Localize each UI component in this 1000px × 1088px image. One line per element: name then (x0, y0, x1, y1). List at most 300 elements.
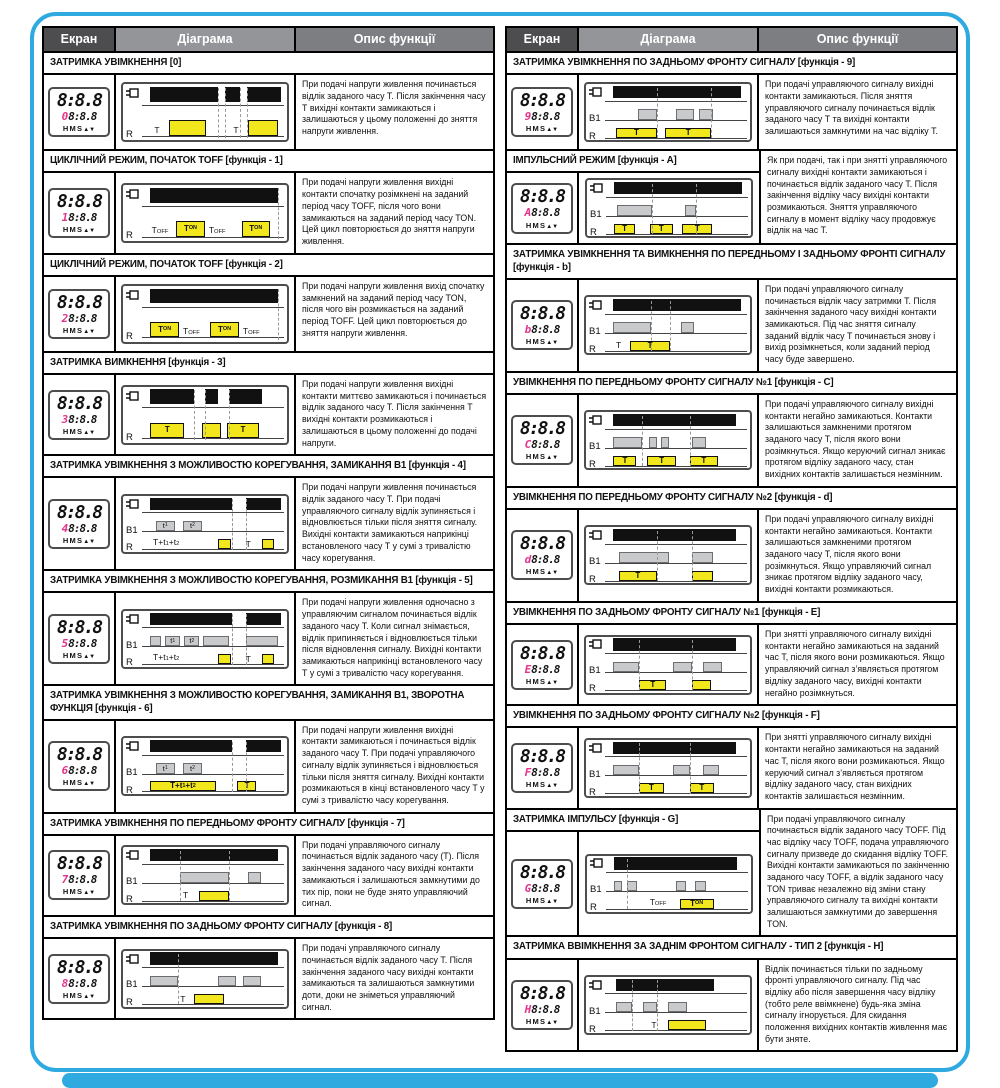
lcd-screen (48, 188, 110, 238)
signal-track (148, 613, 284, 629)
display-function-char: 6 (61, 764, 68, 778)
signal-baseline (605, 314, 747, 315)
power-plug-icon (126, 850, 139, 863)
signal-baseline (142, 755, 284, 756)
power-signal-bar (150, 188, 278, 203)
display-function-char: 9 (524, 110, 531, 124)
signal-track (148, 989, 284, 1005)
display-main-digits: 8:8.8 (519, 745, 565, 767)
control-signal-pulse (614, 881, 622, 891)
up-down-arrows-icon: ▲▼ (546, 679, 559, 686)
output-on-interval: T+t 1 +t 2 (150, 781, 215, 791)
signal-track (611, 414, 747, 430)
signal-baseline (605, 544, 747, 545)
signal-baseline (605, 351, 747, 352)
function-title: ЗАТРИМКА УВІМКНЕННЯ [0] (44, 53, 493, 75)
display-main-digits: 8:8.8 (519, 90, 565, 112)
time-label: T+t1+t2 (153, 652, 180, 663)
function-title: ЗАТРИМКА УВІМКНЕННЯ З МОЖЛИВОСТЮ КОРЕГУВАННЯ, РОЗМИКАННЯ В1 [функція - 5] (44, 571, 493, 593)
function-description: При подачі управляючого сигналу вихідні контакти замикаються. Після зняття управляючого сигналу починається відлік заданого часу Т та вихідні контакти залишаються замкнутими на час відліку Т. (765, 79, 938, 136)
display-sub-line (51, 523, 107, 535)
time-label-suffix: 2 (192, 522, 195, 529)
signal-track (148, 112, 284, 137)
signal-track (148, 952, 284, 968)
display-main-digits: 8:8.8 (519, 642, 565, 664)
control-signal-pulse (668, 1002, 687, 1012)
signal-baseline (605, 672, 747, 673)
time-label: TOFF (182, 325, 200, 336)
output-on-interval: T ON (150, 322, 179, 338)
display-sub-digits: 8:8.8 (68, 412, 97, 426)
display-units (51, 124, 107, 133)
function-description: При подачі напруги живлення починається відлік заданого часу Т. При подачі управляючого сигналу відлік зупиняється і відновлюється тільки після зняття сигналу. Вихідні контакти замикаються наприкінці встановленого часу Т у сумі з тривалістю часу корегування. (302, 482, 478, 563)
diagram-cell (579, 832, 759, 936)
output-on-interval (169, 120, 206, 136)
function-row (44, 277, 493, 351)
timing-diagram (121, 845, 289, 905)
sync-dashed-line (692, 531, 693, 581)
display-main-digits: 8:8.8 (519, 186, 565, 208)
display-function-char: 2 (61, 311, 68, 325)
display-main-digits: 8:8.8 (519, 303, 565, 325)
time-label: T (616, 340, 622, 351)
signal-track (612, 857, 748, 873)
display-units-text: HMS (525, 124, 547, 134)
r-output-label: R (126, 129, 133, 141)
sync-dashed-line (246, 499, 247, 549)
display-main-digits: 8:8.8 (56, 190, 102, 212)
diagram-cell (579, 75, 759, 149)
power-signal-bar (150, 849, 278, 861)
control-signal-pulse (703, 765, 719, 775)
lcd-screen (511, 640, 573, 690)
screen-cell (44, 173, 116, 252)
function-row (507, 75, 956, 149)
time-label: T (245, 653, 251, 664)
time-label: TOFF (208, 224, 226, 235)
screen-cell (507, 625, 579, 704)
power-signal-bar (150, 87, 218, 102)
display-units (514, 124, 570, 133)
diagram-cell (116, 75, 296, 149)
output-on-interval: T (639, 783, 664, 793)
sync-dashed-line (246, 742, 247, 792)
display-sub-digits: 8:8.8 (531, 765, 560, 779)
sync-dashed-line (696, 184, 697, 234)
display-units-text: HMS (525, 452, 547, 462)
output-on-interval: T (650, 224, 673, 234)
column-header-description: Опис функції (759, 28, 956, 51)
function-row (507, 960, 956, 1051)
function-title: ЗАТРИМКА УВІМКНЕННЯ ПО ЗАДНЬОМУ ФРОНТУ СИГНАЛУ [функція - 8] (44, 917, 493, 939)
signal-track (148, 498, 284, 514)
control-signal-pulse (676, 109, 694, 119)
lcd-screen (48, 741, 110, 791)
r-output-label: R (590, 902, 597, 914)
signal-baseline (142, 307, 284, 308)
control-signal-pulse: t 1 (165, 636, 180, 646)
lcd-screen (48, 289, 110, 339)
signal-baseline (142, 646, 284, 647)
signal-baseline (605, 333, 747, 334)
display-main-digits: 8:8.8 (56, 90, 102, 112)
function-description: При подачі управляючого сигналу вихідні контакти негайно замикаються. Контакти залишаються замкненими протягом заданого часу Т, після якого вони розімкнуться. Якщо управляючий сигнал зникає протягом відліку заданого часу, вихідні контакти розмикаються. (765, 514, 934, 595)
screen-cell (507, 728, 579, 807)
lcd-screen (48, 850, 110, 900)
power-plug-icon (589, 743, 602, 756)
screen-cell (44, 277, 116, 351)
display-sub-line (514, 324, 570, 336)
r-output-label: R (589, 343, 596, 355)
function-title: ЦИКЛІЧНИЙ РЕЖИМ, ПОЧАТОК TOFF [функція - 1] (44, 151, 493, 173)
signal-baseline (605, 138, 747, 139)
timing-diagram (584, 525, 752, 585)
display-units-text: HMS (525, 220, 547, 230)
output-on-interval (199, 891, 229, 901)
display-main-digits: 8:8.8 (56, 501, 102, 523)
sync-dashed-line (642, 416, 643, 466)
power-plug-icon (126, 290, 139, 303)
signal-baseline (142, 407, 284, 408)
time-label-suffix: 2 (176, 541, 180, 548)
time-label-suffix: ON (695, 900, 704, 907)
power-plug-icon (589, 980, 602, 993)
sync-dashed-line (652, 184, 653, 234)
output-on-interval: T ON (242, 221, 271, 237)
screen-cell (507, 280, 579, 371)
signal-baseline (142, 664, 284, 665)
narrow-title-group (507, 810, 761, 936)
power-signal-bar (150, 613, 232, 625)
signal-baseline (605, 775, 747, 776)
function-block (505, 704, 958, 809)
r-output-label: R (590, 227, 597, 239)
narrow-title-group (507, 151, 761, 243)
function-title: ЗАТРИМКА ВВІМКНЕННЯ ЗА ЗАДНІМ ФРОНТОМ СИГНАЛУ - ТИП 2 [функція - H] (507, 937, 956, 959)
sync-dashed-line (278, 188, 279, 238)
sync-dashed-line (205, 390, 206, 440)
function-description: При подачі напруги живлення починається відлік заданого часу Т. Після закінчення часу Т вихідні контакти замикаються і залишаються у цьому положенні до зняття напруги живлення. (302, 79, 486, 136)
signal-track (611, 657, 747, 673)
power-signal-bar (246, 613, 281, 625)
sync-dashed-line (232, 742, 233, 792)
sync-dashed-line (690, 416, 691, 466)
control-signal-pulse (703, 662, 722, 672)
display-main-digits: 8:8.8 (56, 853, 102, 875)
function-description: При знятті управляючого сигналу вихідні контакти негайно замикаються на заданий час Т, після якого вони розмикаються. Якщо керуючий сигнал з’являється протягом відліку заданого часу, стан вихідних контактів залишається незмінним. (765, 732, 945, 801)
display-sub-line (514, 439, 570, 451)
power-signal-bar (246, 498, 281, 510)
diagram-cell (579, 510, 759, 601)
display-sub-line (51, 978, 107, 990)
signal-track (612, 182, 748, 198)
power-plug-icon (126, 499, 139, 512)
signal-track (612, 219, 748, 235)
timing-diagram (121, 385, 289, 445)
sync-dashed-line (225, 88, 226, 138)
output-on-interval (262, 654, 274, 664)
power-signal-bar (613, 299, 741, 311)
function-description: При подачі управляючого сигналу починається відлік часу затримки Т. Після закінчення заданого часу вихідні контакти замикаються. Під час зняття сигналу заданий відлік часу Т починається знову і вихід розімкнеться, коли заданий період часу буде завершено. (765, 283, 937, 365)
power-signal-bar (150, 740, 232, 752)
control-signal-pulse (692, 552, 712, 562)
signal-baseline (142, 531, 284, 532)
time-label: TOFF (151, 224, 169, 235)
signal-baseline (142, 438, 284, 439)
display-sub-line (514, 664, 570, 676)
function-row (44, 593, 493, 684)
sync-dashed-line (657, 88, 658, 138)
function-description: При знятті управляючого сигналу вихідні контакти негайно замикаються на заданий час Т, після якого вони розмикаються. Якщо управляючий сигнал з’являється протягом відліку заданого часу, вихідні контакти негайно розімкнуться. (765, 629, 945, 698)
b1-signal-label: B1 (589, 1005, 601, 1017)
screen-cell (507, 832, 579, 936)
timing-diagram (584, 82, 752, 142)
function-block (505, 486, 958, 603)
sync-dashed-line (632, 980, 633, 1030)
left-column (42, 26, 495, 1052)
control-signal-pulse (685, 205, 696, 215)
display-sub-digits: 8:8.8 (531, 323, 560, 337)
power-plug-icon (589, 530, 602, 543)
timing-diagram (121, 949, 289, 1009)
display-main-digits: 8:8.8 (519, 418, 565, 440)
display-function-char: 4 (61, 521, 68, 535)
signal-track (148, 886, 284, 902)
time-label: T (233, 125, 239, 136)
diagram-cell (579, 625, 759, 704)
function-block (42, 684, 495, 813)
display-sub-digits: 8:8.8 (68, 764, 97, 778)
control-signal-pulse (248, 872, 260, 882)
timing-diagram (121, 494, 289, 554)
function-title: ЗАТРИМКА УВІМКНЕННЯ ПО ЗАДНЬОМУ ФРОНТУ СИГНАЛУ [функція - 9] (507, 53, 956, 75)
control-signal-pulse (649, 437, 657, 447)
signal-baseline (606, 197, 748, 198)
display-function-char: b (524, 323, 531, 337)
output-on-interval (692, 680, 711, 690)
display-units-text: HMS (525, 1017, 547, 1027)
control-signal-pulse (246, 636, 279, 646)
column-header-screen: Екран (507, 28, 579, 51)
control-signal-pulse (613, 322, 651, 332)
power-plug-icon (589, 639, 602, 652)
r-output-label: R (589, 786, 596, 798)
time-label-suffix: OFF (654, 901, 667, 908)
function-title: УВІМКНЕННЯ ПО ЗАДНЬОМУ ФРОНТУ СИГНАЛУ №2 [функція - F] (507, 706, 956, 728)
signal-track (148, 849, 284, 865)
function-block (42, 253, 495, 353)
signal-track (611, 1016, 747, 1032)
display-main-digits: 8:8.8 (519, 983, 565, 1005)
screen-cell (44, 478, 116, 569)
power-plug-icon (126, 614, 139, 627)
display-sub-digits: 8:8.8 (531, 662, 560, 676)
signal-track (148, 740, 284, 756)
output-on-interval: T (614, 224, 634, 234)
screen-cell (507, 960, 579, 1051)
signal-track (611, 336, 747, 352)
output-on-interval (692, 571, 712, 581)
control-signal-pulse (203, 636, 229, 646)
lcd-screen (511, 183, 573, 233)
signal-track (611, 548, 747, 564)
b1-signal-label: B1 (126, 979, 138, 991)
up-down-arrows-icon: ▲▼ (83, 890, 96, 897)
time-label: T (180, 993, 186, 1004)
signal-track (612, 876, 748, 892)
signal-baseline (142, 136, 284, 137)
signal-baseline (605, 448, 747, 449)
display-units-text: HMS (62, 650, 84, 660)
display-sub-digits: 8:8.8 (68, 873, 97, 887)
signal-baseline (142, 901, 284, 902)
output-on-interval (218, 539, 230, 549)
signal-track (611, 779, 747, 795)
function-block (42, 569, 495, 686)
display-main-digits: 8:8.8 (519, 861, 565, 883)
function-title: ЦИКЛІЧНИЙ РЕЖИМ, ПОЧАТОК TOFF [функція - 2] (44, 255, 493, 277)
function-row (44, 721, 493, 812)
b1-signal-label: B1 (589, 665, 601, 677)
display-units-text: HMS (62, 990, 84, 1000)
control-signal-pulse (673, 662, 692, 672)
up-down-arrows-icon: ▲▼ (83, 653, 96, 660)
signal-track (611, 997, 747, 1013)
signal-baseline (605, 1030, 747, 1031)
up-down-arrows-icon: ▲▼ (83, 781, 96, 788)
diagram-cell (579, 280, 759, 371)
display-units-text: HMS (525, 337, 547, 347)
control-signal-pulse (613, 437, 642, 447)
control-signal-pulse (617, 205, 652, 215)
display-sub-digits: 8:8.8 (531, 881, 560, 895)
time-label: TOFF (242, 325, 260, 336)
display-units (51, 225, 107, 234)
function-title: УВІМКНЕННЯ ПО ЗАДНЬОМУ ФРОНТУ СИГНАЛУ №1 [функція - E] (507, 603, 956, 625)
sync-dashed-line (232, 499, 233, 549)
diagram-cell (579, 395, 759, 486)
function-block (42, 149, 495, 254)
up-down-arrows-icon: ▲▼ (546, 783, 559, 790)
signal-track (611, 638, 747, 654)
timing-diagram (584, 295, 752, 355)
display-sub-line (514, 767, 570, 779)
function-block (505, 371, 958, 488)
function-block (505, 808, 958, 938)
control-signal-pulse: t 1 (156, 521, 175, 531)
display-units-text: HMS (62, 124, 84, 134)
function-block (505, 51, 958, 151)
b1-signal-label: B1 (126, 766, 138, 778)
up-down-arrows-icon: ▲▼ (83, 328, 96, 335)
output-on-interval (668, 1020, 706, 1030)
up-down-arrows-icon: ▲▼ (546, 570, 559, 577)
function-description: При подачі управляючого сигналу починається відлік заданого часу Т. Після закінчення заданого часу вихідні контакти замикаються та залишаються замкнутими доти, доки не зніметься управляючий сигнал. (302, 943, 475, 1012)
signal-track (611, 433, 747, 449)
up-down-arrows-icon: ▲▼ (83, 127, 96, 134)
lcd-screen (511, 859, 573, 909)
sync-dashed-line (240, 88, 241, 138)
display-sub-line (51, 638, 107, 650)
diagram-cell (116, 721, 296, 812)
control-signal-pulse (613, 765, 639, 775)
b1-signal-label: B1 (126, 639, 138, 651)
sync-dashed-line (178, 954, 179, 1004)
display-sub-digits: 8:8.8 (68, 976, 97, 990)
page-card (30, 12, 970, 1072)
column-header-screen: Екран (44, 28, 116, 51)
display-sub-digits: 8:8.8 (68, 210, 97, 224)
power-plug-icon (589, 415, 602, 428)
power-plug-icon (126, 954, 139, 967)
diagram-cell (116, 173, 296, 252)
function-row (44, 375, 493, 454)
display-units-text: HMS (525, 676, 547, 686)
lcd-screen (48, 614, 110, 664)
signal-track (611, 742, 747, 758)
function-block (42, 812, 495, 917)
signal-baseline (142, 237, 284, 238)
time-label-suffix: 2 (176, 656, 180, 663)
display-sub-line (51, 212, 107, 224)
time-label: TOFF (649, 897, 667, 908)
b1-signal-label: B1 (589, 326, 601, 338)
timing-diagram (584, 635, 752, 695)
diagram-cell (579, 960, 759, 1051)
timing-diagram (584, 975, 752, 1035)
time-label-suffix: OFF (188, 329, 200, 336)
b1-signal-label: B1 (589, 112, 601, 124)
function-row (44, 173, 493, 252)
timing-diagram (121, 82, 289, 142)
function-row (507, 280, 956, 371)
function-block (505, 935, 958, 1052)
function-title: ЗАТРИМКА УВІМКНЕННЯ З МОЖЛИВОСТЮ КОРЕГУВАННЯ, ЗАМИКАННЯ В1, ЗВОРОТНА ФУНКЦІЯ [функція - 6] (44, 686, 493, 720)
display-main-digits: 8:8.8 (56, 956, 102, 978)
display-function-char: C (524, 438, 531, 452)
up-down-arrows-icon: ▲▼ (83, 993, 96, 1000)
power-signal-bar (205, 389, 219, 404)
function-title: УВІМКНЕННЯ ПО ПЕРЕДНЬОМУ ФРОНТУ СИГНАЛУ №1 [функція - C] (507, 373, 956, 395)
display-function-char: 7 (61, 873, 68, 887)
function-row (507, 810, 956, 936)
power-plug-icon (589, 300, 602, 313)
r-output-label: R (126, 229, 133, 241)
display-main-digits: 8:8.8 (56, 616, 102, 638)
sync-dashed-line (194, 390, 195, 440)
r-output-label: R (589, 574, 596, 586)
function-row (507, 510, 956, 601)
time-label-suffix: ON (188, 225, 197, 232)
power-signal-bar (614, 857, 737, 869)
time-label-suffix: OFF (214, 228, 226, 235)
display-sub-digits: 8:8.8 (531, 206, 560, 220)
sync-dashed-line (278, 289, 279, 339)
column-header-diagram: Діаграма (116, 28, 296, 51)
function-row (44, 75, 493, 149)
signal-baseline (142, 791, 284, 792)
control-signal-pulse (613, 662, 639, 672)
time-label-suffix: 2 (191, 637, 195, 644)
display-sub-line (51, 111, 107, 123)
function-title: ЗАТРИМКА УВІМКНЕННЯ З МОЖЛИВОСТЮ КОРЕГУВАННЯ, ЗАМИКАННЯ В1 [функція - 4] (44, 456, 493, 478)
power-signal-bar (247, 87, 281, 102)
timing-diagram (584, 410, 752, 470)
signal-track (611, 451, 747, 467)
time-label-suffix: 1 (172, 637, 176, 644)
function-block (505, 601, 958, 706)
screen-cell (44, 939, 116, 1018)
